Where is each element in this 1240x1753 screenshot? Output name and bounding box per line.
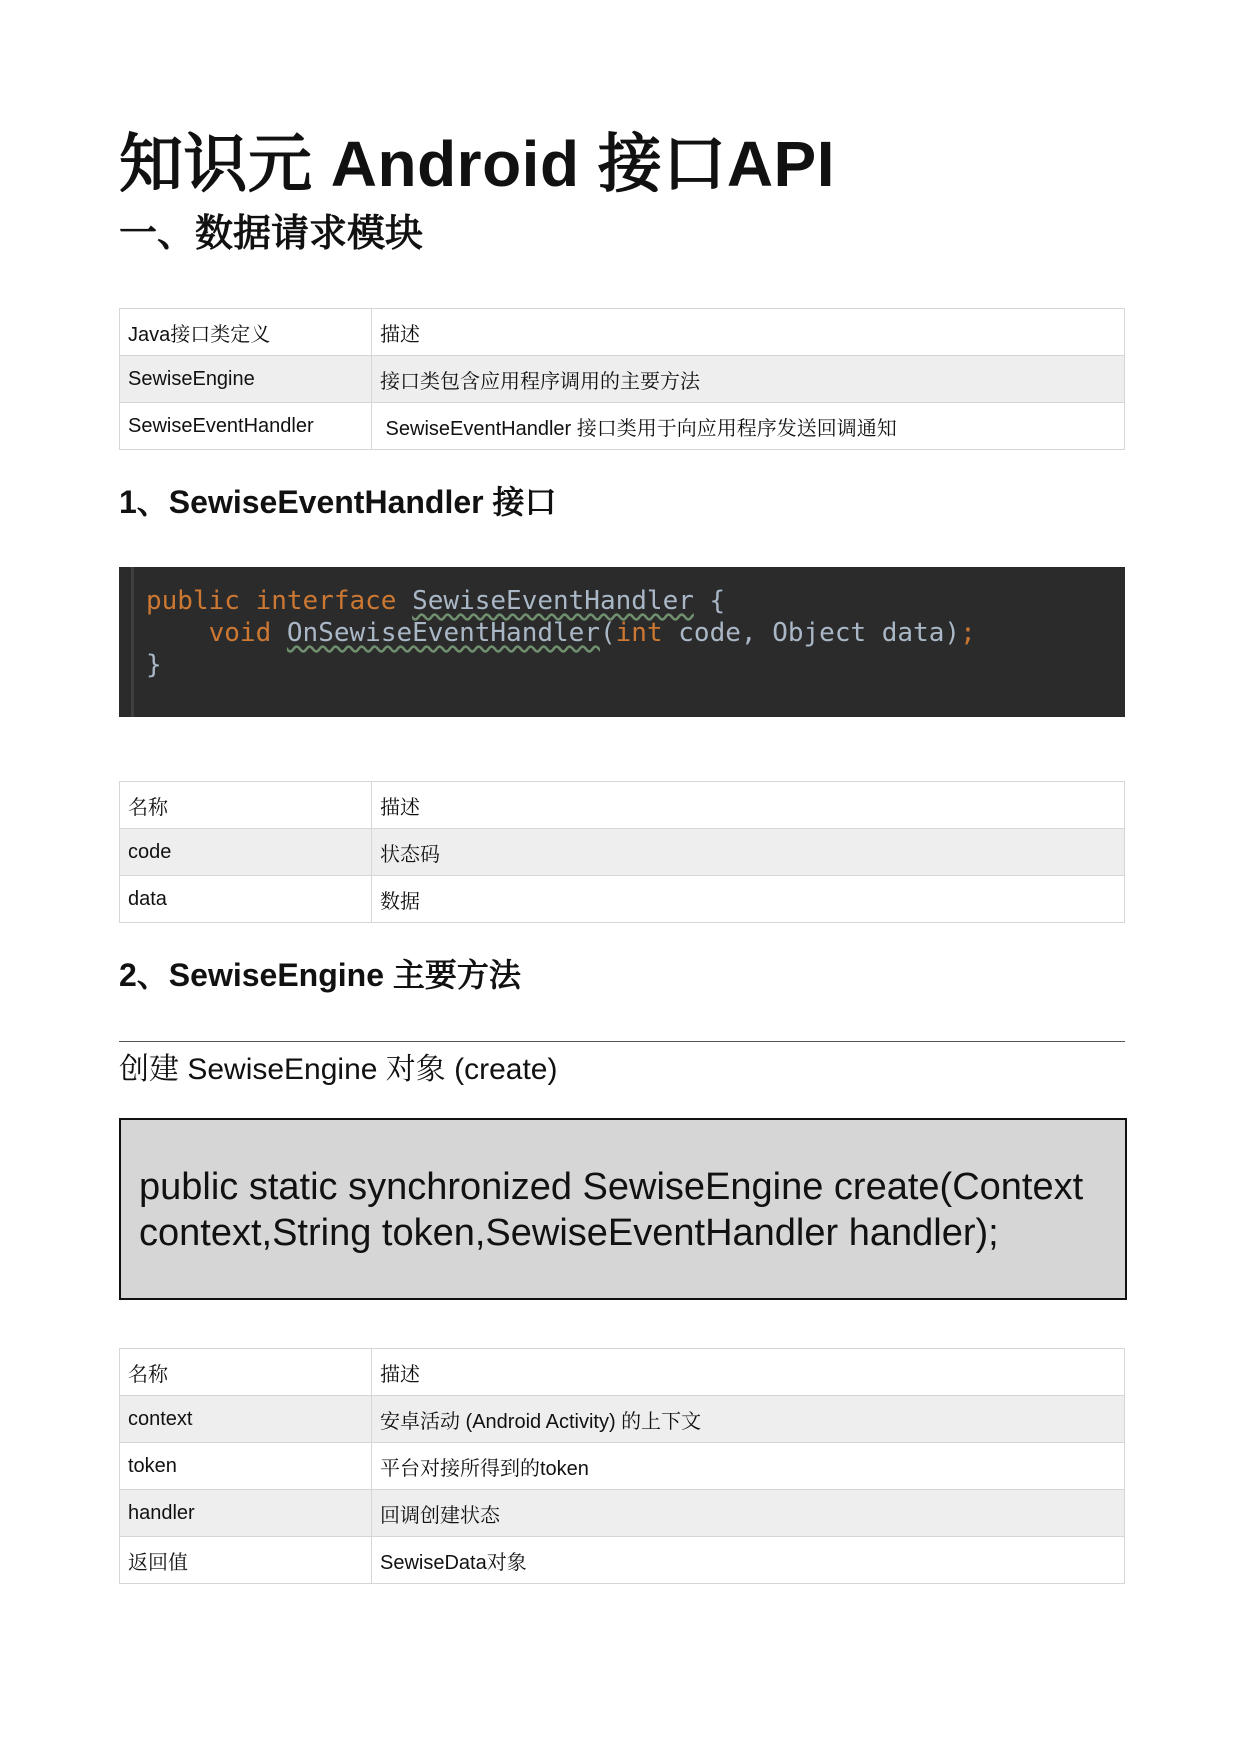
code-keyword: void — [208, 618, 272, 648]
table-header-row — [120, 1349, 1125, 1396]
table-row — [120, 829, 1125, 876]
code-param: code, — [678, 618, 757, 648]
code-keyword: public — [146, 586, 240, 616]
code-indent — [146, 618, 209, 648]
divider — [119, 1041, 1125, 1042]
code-method-name: OnSewiseEventHandler — [286, 618, 600, 648]
table-row — [120, 403, 1125, 450]
signature-line: context,String token,SewiseEventHandler handler); — [139, 1212, 999, 1254]
subheading-engine-methods: 2、SewiseEngine 主要方法 — [119, 957, 521, 993]
table-cell: 接口类包含应用程序调用的主要方法 — [372, 356, 1125, 403]
table-header-cell: 名称 — [120, 782, 372, 829]
table-cell: 状态码 — [372, 829, 1125, 876]
table-header-cell: 名称 — [120, 1349, 372, 1396]
code-param: data) — [881, 618, 961, 648]
table-header-cell: 描述 — [372, 309, 1125, 356]
code-block-interface — [119, 567, 1125, 717]
table-header-row — [120, 309, 1125, 356]
subheading-event-handler: 1、SewiseEventHandler 接口 — [119, 484, 557, 520]
table-cell: code — [120, 829, 372, 876]
table-cell: 回调创建状态 — [372, 1490, 1125, 1537]
table-cell: 平台对接所得到的token — [372, 1443, 1125, 1490]
code-type: Object — [772, 618, 867, 648]
code-class-name: SewiseEventHandler — [412, 586, 694, 616]
table-row — [120, 1443, 1125, 1490]
event-params-table — [119, 781, 1125, 923]
table-cell: context — [120, 1396, 372, 1443]
page-title: 知识元 Android 接口API — [119, 128, 836, 200]
code-brace: } — [146, 650, 162, 680]
table-cell: handler — [120, 1490, 372, 1537]
table-row — [120, 1396, 1125, 1443]
method-title: 创建 SewiseEngine 对象 (create) — [119, 1053, 558, 1086]
table-cell: 返回值 — [120, 1537, 372, 1584]
method-signature-box — [119, 1118, 1127, 1300]
table-cell: SewiseData对象 — [372, 1537, 1125, 1584]
code-semicolon: ; — [960, 618, 976, 648]
table-row — [120, 1490, 1125, 1537]
table-cell: 数据 — [372, 876, 1125, 923]
table-header-row — [120, 782, 1125, 829]
table-header-cell: Java接口类定义 — [120, 309, 372, 356]
code-keyword: interface — [255, 586, 397, 616]
table-cell: SewiseEngine — [120, 356, 372, 403]
code-text — [146, 585, 976, 681]
table-cell: SewiseEventHandler 接口类用于向应用程序发送回调通知 — [372, 403, 1125, 450]
code-paren: ( — [599, 618, 616, 648]
table-cell: data — [120, 876, 372, 923]
section-heading-data-request: 一、数据请求模块 — [119, 213, 424, 255]
table-row — [120, 1537, 1125, 1584]
code-keyword: int — [615, 618, 663, 648]
table-header-cell: 描述 — [372, 782, 1125, 829]
create-params-table — [119, 1348, 1125, 1584]
table-header-cell: 描述 — [372, 1349, 1125, 1396]
table-row — [120, 876, 1125, 923]
code-brace: { — [709, 586, 726, 616]
code-gutter — [131, 567, 134, 717]
interface-class-table — [119, 308, 1125, 450]
table-cell: SewiseEventHandler — [120, 403, 372, 450]
signature-line: public static synchronized SewiseEngine create(Context — [139, 1166, 1084, 1208]
table-cell: 安卓活动 (Android Activity) 的上下文 — [372, 1396, 1125, 1443]
table-row — [120, 356, 1125, 403]
table-cell: token — [120, 1443, 372, 1490]
